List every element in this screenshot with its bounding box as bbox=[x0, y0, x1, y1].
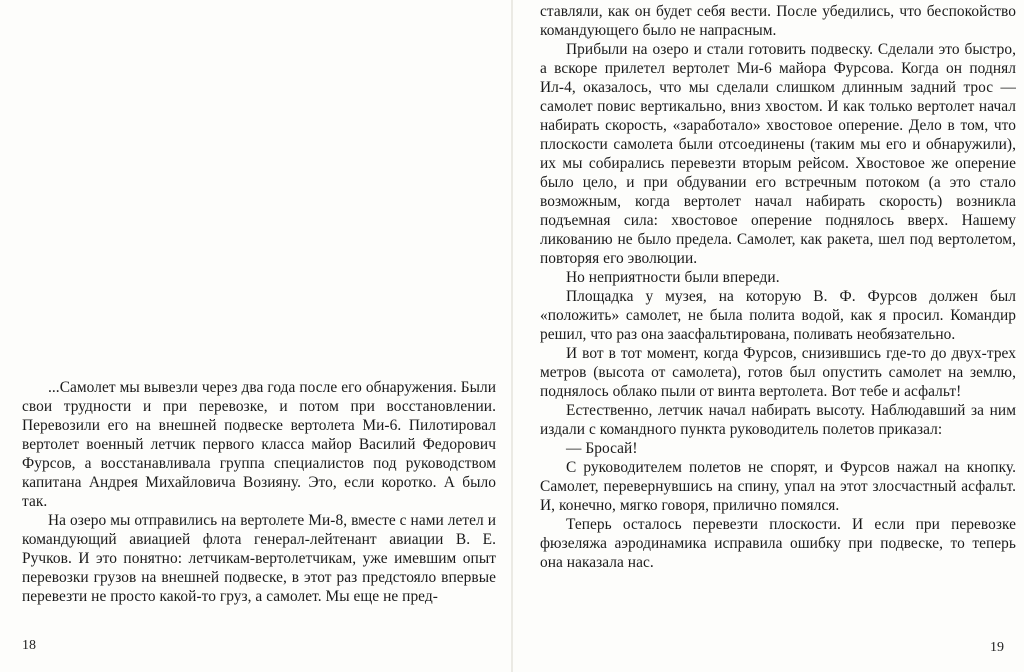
right-paragraph-3: Но неприятности были впереди. bbox=[566, 269, 780, 286]
left-paragraph-2: На озеро мы отправились на вертолете Ми-8, вместе с нами летел и командующий авиацией флота генерал-лейтенант авиации В. Е. Ручков. И это понятно: летчикам-вертолетчикам, уже имевшим опыт перевозки грузов на внешней подвеске, в этот раз предстояло впервые перевезти не просто какой-то груз, а самолет. Мы еще не пред- bbox=[22, 512, 496, 605]
right-paragraph-7: — Бросай! bbox=[566, 440, 638, 457]
right-paragraph-4: Площадка у музея, на которую В. Ф. Фурсов должен был «положить» самолет, не была полита водой, как я просил. Командир решил, что раз она заасфальтирована, поливать необязательно. bbox=[540, 288, 1016, 343]
right-paragraph-6: Естественно, летчик начал набирать высоту. Наблюдавший за ним издали с командного пункта руководитель полетов приказал: bbox=[540, 402, 1016, 438]
right-page bbox=[512, 0, 1024, 672]
right-paragraph-5: И вот в тот момент, когда Фурсов, снизившись где-то до двух-трех метров (высота от самолета), готов был опустить самолет на землю, поднялось облако пыли от винта вертолета. Вот тебе и асфальт! bbox=[540, 345, 1016, 400]
page-number-left: 18 bbox=[22, 638, 36, 653]
right-paragraph-8: С руководителем полетов не спорят, и Фурсов нажал на кнопку. Самолет, перевернувшись на спину, упал на этот злосчастный асфальт. И, конечно, мягко говоря, прилично помялся. bbox=[540, 459, 1016, 514]
right-paragraph-2: Прибыли на озеро и стали готовить подвеску. Сделали это быстро, а вскоре прилетел вертолет Ми-6 майора Фурсова. Когда он поднял Ил-4, оказалось, что мы сделали слишком длинным задний трос — самолет повис вертикально, вниз хвостом. И как только вертолет начал набирать скорость, «заработало» хвостовое оперение. Дело в том, что плоскости самолета были отсоединены (таким мы его и обнаружили), их мы собирались перевезти вторым рейсом. Хвостовое же оперение было цело, и при обдувании его встречным потоком (а это стало возможным, когда вертолет начал набирать скорость) возникла подъемная сила: хвостовое оперение поднялось вверх. Нашему ликованию не было предела. Самолет, как ракета, шел под вертолетом, повторяя его эволюции. bbox=[540, 41, 1016, 267]
left-paragraph-1: ...Самолет мы вывезли через два года после его обнаружения. Были свои трудности и при перевозке, и потом при восстановлении. Перевозили его на внешней подвеске вертолета Ми-6. Пилотировал вертолет военный летчик первого класса майор Василий Федорович Фурсов, а восстанавливала группа специалистов под руководством капитана Андрея Михайловича Возияну. Это, если коротко. А было так. bbox=[22, 379, 496, 510]
left-page-text bbox=[22, 378, 496, 606]
right-page-text bbox=[540, 2, 1016, 572]
right-paragraph-9: Теперь осталось перевезти плоскости. И если при перевозке фюзеляжа аэродинамика исправила ошибку при подвеске, то теперь она наказала нас. bbox=[540, 516, 1016, 571]
page-number-right: 19 bbox=[990, 640, 1004, 655]
right-paragraph-1: ставляли, как он будет себя вести. После убедились, что беспокойство командующего было не напрасным. bbox=[540, 3, 1016, 39]
